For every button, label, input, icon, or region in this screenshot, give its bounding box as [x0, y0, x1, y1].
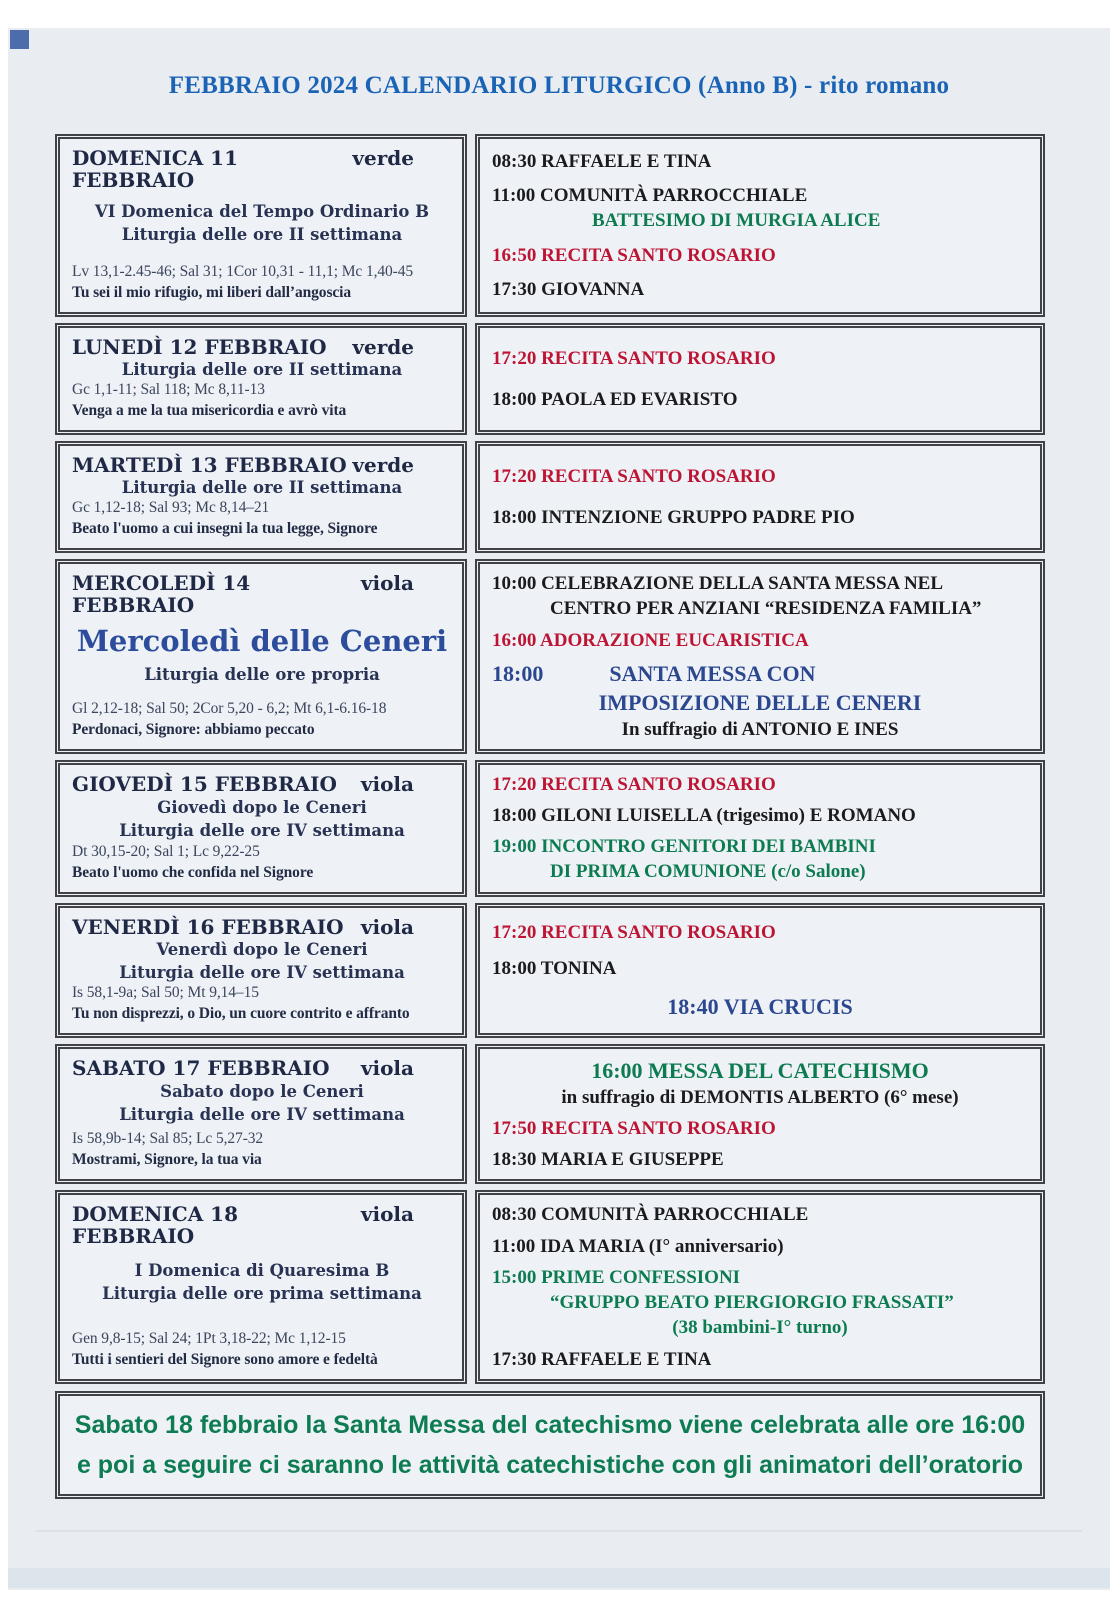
liturgical-color-label: viola [360, 1201, 414, 1226]
readings-line: Gen 9,8-15; Sal 24; 1Pt 3,18-22; Mc 1,12-15 [72, 1329, 346, 1347]
event-line: 19:00 INCONTRO GENITORI DEI BAMBINI [492, 836, 876, 858]
responsorial-psalm-line: Perdonaci, Signore: abbiamo peccato [72, 721, 315, 739]
event-line: 18:00 TONINA [492, 957, 617, 979]
calendar-day-row [55, 323, 1045, 435]
event-line: 18:00 GILONI LUISELLA (trigesimo) E ROMANO [492, 805, 916, 827]
day-name: MARTEDÌ 13 FEBBRAIO [72, 453, 347, 478]
event-entry [492, 803, 1028, 828]
event-line: 11:00 COMUNITÀ PARROCCHIALE [492, 185, 808, 207]
feast-line: VI Domenica del Tempo Ordinario B [94, 201, 430, 221]
readings-block [72, 1330, 452, 1369]
event-entry [492, 772, 1028, 797]
event-entry [492, 346, 1028, 371]
readings-line: Gc 1,12-18; Sal 93; Mc 8,14–21 [72, 499, 270, 517]
feast-line: Liturgia delle ore IV settimana [119, 820, 405, 840]
events-cell [475, 323, 1045, 435]
responsorial-psalm-line: Tu non disprezzi, o Dio, un cuore contrito e affranto [72, 1004, 410, 1022]
event-line: 18:40 VIA CRUCIS [667, 993, 853, 1019]
event-line: 08:30 RAFFAELE E TINA [492, 151, 712, 173]
event-line: 18:00 SANTA MESSA CON [492, 660, 816, 686]
readings-line: Lv 13,1-2.45-46; Sal 31; 1Cor 10,31 - 11,1; Mc 1,40-45 [72, 262, 414, 280]
event-line: “GRUPPO BEATO PIERGIORGIO FRASSATI” [550, 1292, 954, 1314]
notice-line-1: Sabato 18 febbraio la Santa Messa del catechismo viene celebrata alle ore 16:00 [74, 1410, 1026, 1439]
event-entry [492, 183, 1028, 233]
event-line: 18:00 INTENZIONE GRUPPO PADRE PIO [492, 507, 855, 529]
event-entry [492, 1202, 1028, 1227]
event-line: 08:30 COMUNITÀ PARROCCHIALE [492, 1204, 809, 1226]
liturgical-color-label: verde [352, 335, 414, 359]
day-header [72, 1057, 452, 1079]
day-info-cell [55, 903, 467, 1038]
liturgical-color-label: viola [360, 914, 414, 939]
event-entry [492, 1234, 1028, 1259]
event-line: 16:00 ADORAZIONE EUCARISTICA [492, 629, 809, 651]
event-line: 11:00 IDA MARIA (I° anniversario) [492, 1235, 784, 1257]
event-line: 17:30 RAFFAELE E TINA [492, 1348, 712, 1370]
day-name: VENERDÌ 16 FEBBRAIO [72, 914, 344, 939]
calendar-day-row [55, 559, 1045, 754]
event-line: 17:20 RECITA SANTO ROSARIO [492, 921, 776, 943]
calendar-day-row [55, 903, 1045, 1038]
event-entry [492, 1347, 1028, 1372]
feast-line: Liturgia delle ore II settimana [121, 224, 403, 244]
feast-block [72, 200, 452, 246]
liturgical-color-label: viola [360, 772, 414, 797]
event-line: 10:00 CELEBRAZIONE DELLA SANTA MESSA NEL [492, 573, 944, 595]
event-entry [492, 387, 1028, 412]
day-name: GIOVEDÌ 15 FEBBRAIO [72, 772, 337, 797]
event-entry [492, 464, 1028, 489]
event-line: In suffragio di ANTONIO E INES [621, 718, 899, 740]
day-info-cell [55, 760, 467, 896]
event-entry [492, 1147, 1028, 1172]
day-header [72, 916, 452, 938]
day-name: LUNEDÌ 12 FEBBRAIO [72, 335, 327, 359]
calendar-day-row [55, 1190, 1045, 1384]
events-cell [475, 441, 1045, 553]
feast-line: Liturgia delle ore prima settimana [102, 1284, 422, 1304]
readings-block [72, 263, 452, 302]
feast-line: Liturgia delle ore II settimana [121, 360, 403, 379]
readings-line: Is 58,9b-14; Sal 85; Lc 5,27-32 [72, 1129, 264, 1147]
feast-line: I Domenica di Quaresima B [134, 1261, 390, 1281]
day-header [72, 572, 452, 616]
liturgical-color-label: verde [352, 453, 414, 478]
readings-line: Is 58,1-9a; Sal 50; Mt 9,14–15 [72, 983, 259, 1001]
notice-line-2: e poi a seguire ci saranno le attività catechistiche con gli animatori dell’oratorio [76, 1450, 1024, 1479]
event-entry [492, 1265, 1028, 1340]
event-entry [492, 628, 1028, 653]
day-header [72, 454, 452, 476]
event-entry [492, 834, 1028, 884]
event-entry [492, 956, 1028, 981]
day-info-cell [55, 1190, 467, 1384]
day-info-cell [55, 559, 467, 754]
event-line: 17:20 RECITA SANTO ROSARIO [492, 465, 776, 487]
day-header [72, 147, 452, 191]
event-entry [492, 1116, 1028, 1141]
feast-line: Liturgia delle ore II settimana [121, 478, 403, 498]
feast-block [72, 1259, 452, 1305]
feast-block [72, 623, 452, 685]
scanned-page [8, 28, 1110, 1590]
event-line: 17:20 RECITA SANTO ROSARIO [492, 347, 776, 369]
feast-block [72, 1080, 452, 1126]
day-name: SABATO 17 FEBBRAIO [72, 1055, 330, 1080]
readings-line: Gc 1,1-11; Sal 118; Mc 8,11-13 [72, 381, 265, 399]
readings-block [72, 984, 452, 1023]
feast-line: Venerdì dopo le Ceneri [156, 939, 368, 959]
responsorial-psalm-line: Tu sei il mio rifugio, mi liberi dall’angoscia [72, 283, 352, 301]
day-header [72, 1203, 452, 1247]
feast-title: Mercoledì delle Ceneri [76, 624, 448, 659]
readings-line: Dt 30,15-20; Sal 1; Lc 9,22-25 [72, 842, 260, 860]
day-info-cell [55, 134, 467, 317]
event-line: BATTESIMO DI MURGIA ALICE [592, 210, 881, 232]
event-line: 18:30 MARIA E GIUSEPPE [492, 1148, 724, 1170]
feast-block [72, 476, 452, 499]
event-line: 16:50 RECITA SANTO ROSARIO [492, 244, 776, 266]
event-line: DI PRIMA COMUNIONE (c/o Salone) [550, 861, 866, 883]
event-entry [492, 505, 1028, 530]
notice-banner [55, 1391, 1045, 1499]
day-info-cell [55, 323, 467, 435]
day-name: DOMENICA 11 FEBBRAIO [72, 146, 239, 192]
liturgical-color-label: verde [352, 146, 414, 170]
feast-block [72, 938, 452, 984]
event-entry [492, 920, 1028, 945]
calendar-day-row [55, 760, 1045, 896]
day-info-cell [55, 441, 467, 553]
scan-artifact-band [8, 1568, 1110, 1588]
day-header [72, 336, 452, 358]
readings-block [72, 700, 452, 739]
events-cell [475, 903, 1045, 1038]
liturgical-calendar-table [55, 134, 1045, 1499]
event-line: 18:00 PAOLA ED EVARISTO [492, 389, 738, 411]
events-cell [475, 760, 1045, 896]
feast-block [72, 796, 452, 842]
event-line: IMPOSIZIONE DELLE CENERI [598, 689, 922, 715]
event-entry [492, 243, 1028, 268]
feast-line: Liturgia delle ore IV settimana [119, 1105, 405, 1125]
event-entry [492, 659, 1028, 742]
feast-line: Liturgia delle ore propria [144, 664, 380, 684]
readings-block [72, 381, 452, 420]
events-cell [475, 134, 1045, 317]
page-title: FEBBRAIO 2024 CALENDARIO LITURGICO (Anno B) - rito romano [168, 72, 950, 99]
event-line: 17:30 GIOVANNA [492, 278, 645, 300]
event-entry [492, 277, 1028, 302]
responsorial-psalm-line: Venga a me la tua misericordia e avrò vita [72, 402, 347, 420]
calendar-day-row [55, 134, 1045, 317]
day-name: MERCOLEDÌ 14 FEBBRAIO [72, 571, 251, 618]
scan-artifact-line [36, 1530, 1082, 1532]
readings-block [72, 1130, 452, 1169]
readings-block [72, 843, 452, 882]
event-entry [492, 149, 1028, 174]
event-entry [492, 992, 1028, 1021]
event-line: CENTRO PER ANZIANI “RESIDENZA FAMILIA” [550, 598, 982, 620]
feast-block [72, 358, 452, 381]
event-entry [492, 1056, 1028, 1110]
day-name: DOMENICA 18 FEBBRAIO [72, 1201, 239, 1248]
liturgical-color-label: viola [360, 1055, 414, 1080]
event-line: (38 bambini-I° turno) [672, 1317, 848, 1339]
day-info-cell [55, 1044, 467, 1184]
responsorial-psalm-line: Mostrami, Signore, la tua via [72, 1150, 262, 1168]
scan-artifact-square [10, 30, 29, 49]
event-line: in suffragio di DEMONTIS ALBERTO (6° mese) [561, 1086, 959, 1108]
readings-line: Gl 2,12-18; Sal 50; 2Cor 5,20 - 6,2; Mt 6,1-6.16-18 [72, 700, 387, 718]
readings-block [72, 499, 452, 538]
responsorial-psalm-line: Beato l'uomo a cui insegni la tua legge, Signore [72, 520, 378, 538]
liturgical-color-label: viola [360, 571, 414, 596]
events-cell [475, 1190, 1045, 1384]
feast-line: Giovedì dopo le Ceneri [157, 797, 367, 817]
event-entry [492, 571, 1028, 621]
events-cell [475, 1044, 1045, 1184]
event-line: 17:50 RECITA SANTO ROSARIO [492, 1117, 776, 1139]
calendar-day-row [55, 441, 1045, 553]
event-line: 16:00 MESSA DEL CATECHISMO [591, 1057, 929, 1083]
feast-line: Sabato dopo le Ceneri [160, 1082, 364, 1102]
events-cell [475, 559, 1045, 754]
event-line: 15:00 PRIME CONFESSIONI [492, 1267, 741, 1288]
responsorial-psalm-line: Beato l'uomo che confida nel Signore [72, 863, 314, 881]
event-line: 17:20 RECITA SANTO ROSARIO [492, 774, 776, 796]
calendar-day-row [55, 1044, 1045, 1184]
responsorial-psalm-line: Tutti i sentieri del Signore sono amore e fedeltà [72, 1350, 378, 1368]
day-header [72, 773, 452, 795]
feast-line: Liturgia delle ore IV settimana [119, 962, 405, 982]
